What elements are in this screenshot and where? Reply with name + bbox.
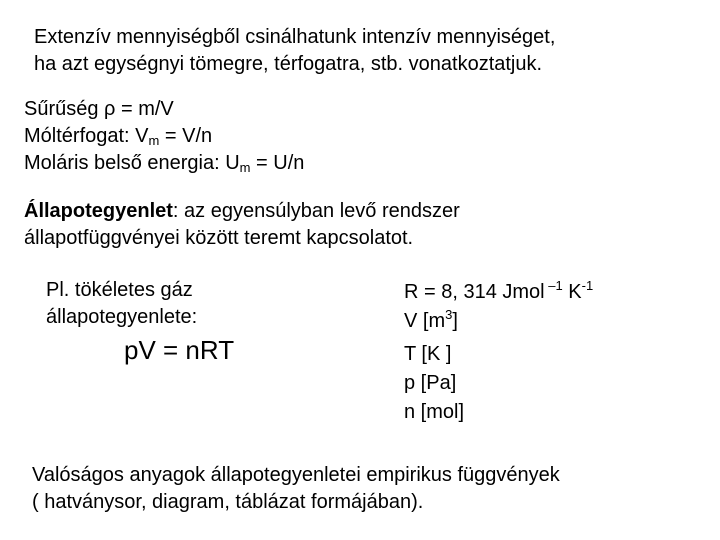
ideal-gas-example [46, 277, 197, 331]
conclusion-line-1: Valóságos anyagok állapotegyenletei empirikus függvények [32, 464, 560, 486]
molar-volume-definition [24, 123, 304, 150]
conclusion-paragraph [32, 462, 560, 516]
pressure-unit: p [Pa] [404, 372, 457, 394]
gas-constant [404, 278, 593, 307]
density-definition: Sűrűség ρ = m/V [24, 98, 174, 120]
molar-energy-definition [24, 150, 304, 177]
intro-line-2: ha azt egységnyi tömegre, térfogatra, stb. vonatkoztatjuk. [34, 53, 543, 75]
amount-unit: n [mol] [404, 401, 465, 423]
state-equation-paragraph [24, 198, 460, 252]
volume-unit [404, 307, 593, 336]
intro-line-1: Extenzív mennyiségből csinálhatunk intenzív mennyiséget, [34, 26, 556, 48]
volume-unit-suffix: ] [452, 310, 458, 332]
molar-energy-suffix: = U/n [250, 152, 305, 174]
state-equation-line-2: állapotfüggvényei között teremt kapcsolatot. [24, 227, 414, 249]
definitions-list [24, 96, 304, 177]
intro-paragraph [34, 24, 555, 78]
molar-volume-subscript: m [148, 133, 160, 148]
volume-unit-exponent: 3 [445, 307, 453, 322]
state-equation-rest: : az egyensúlyban levő rendszer [172, 200, 460, 222]
gas-constant-kelvin: K [562, 281, 582, 303]
gas-constant-prefix: R = 8, 314 Jmol [404, 281, 545, 303]
example-line-2: állapotegyenlete: [46, 306, 198, 328]
molar-energy-subscript: m [239, 160, 251, 175]
example-line-1: Pl. tökéletes gáz [46, 279, 193, 301]
gas-constant-exponent-1: –1 [544, 278, 563, 293]
molar-volume-suffix: = V/n [159, 125, 213, 147]
units-list [404, 278, 593, 427]
state-equation-term: Állapotegyenlet [24, 200, 173, 222]
state-equation-line-1 [24, 198, 460, 225]
conclusion-line-2: ( hatványsor, diagram, táblázat formájában). [32, 491, 424, 513]
volume-unit-prefix: V [m [404, 310, 446, 332]
molar-volume-prefix: Móltérfogat: V [24, 125, 149, 147]
temperature-unit: T [K ] [404, 343, 452, 365]
gas-constant-exponent-2: -1 [581, 278, 594, 293]
molar-energy-prefix: Moláris belső energia: U [24, 152, 240, 174]
ideal-gas-formula: pV = nRT [124, 335, 235, 365]
